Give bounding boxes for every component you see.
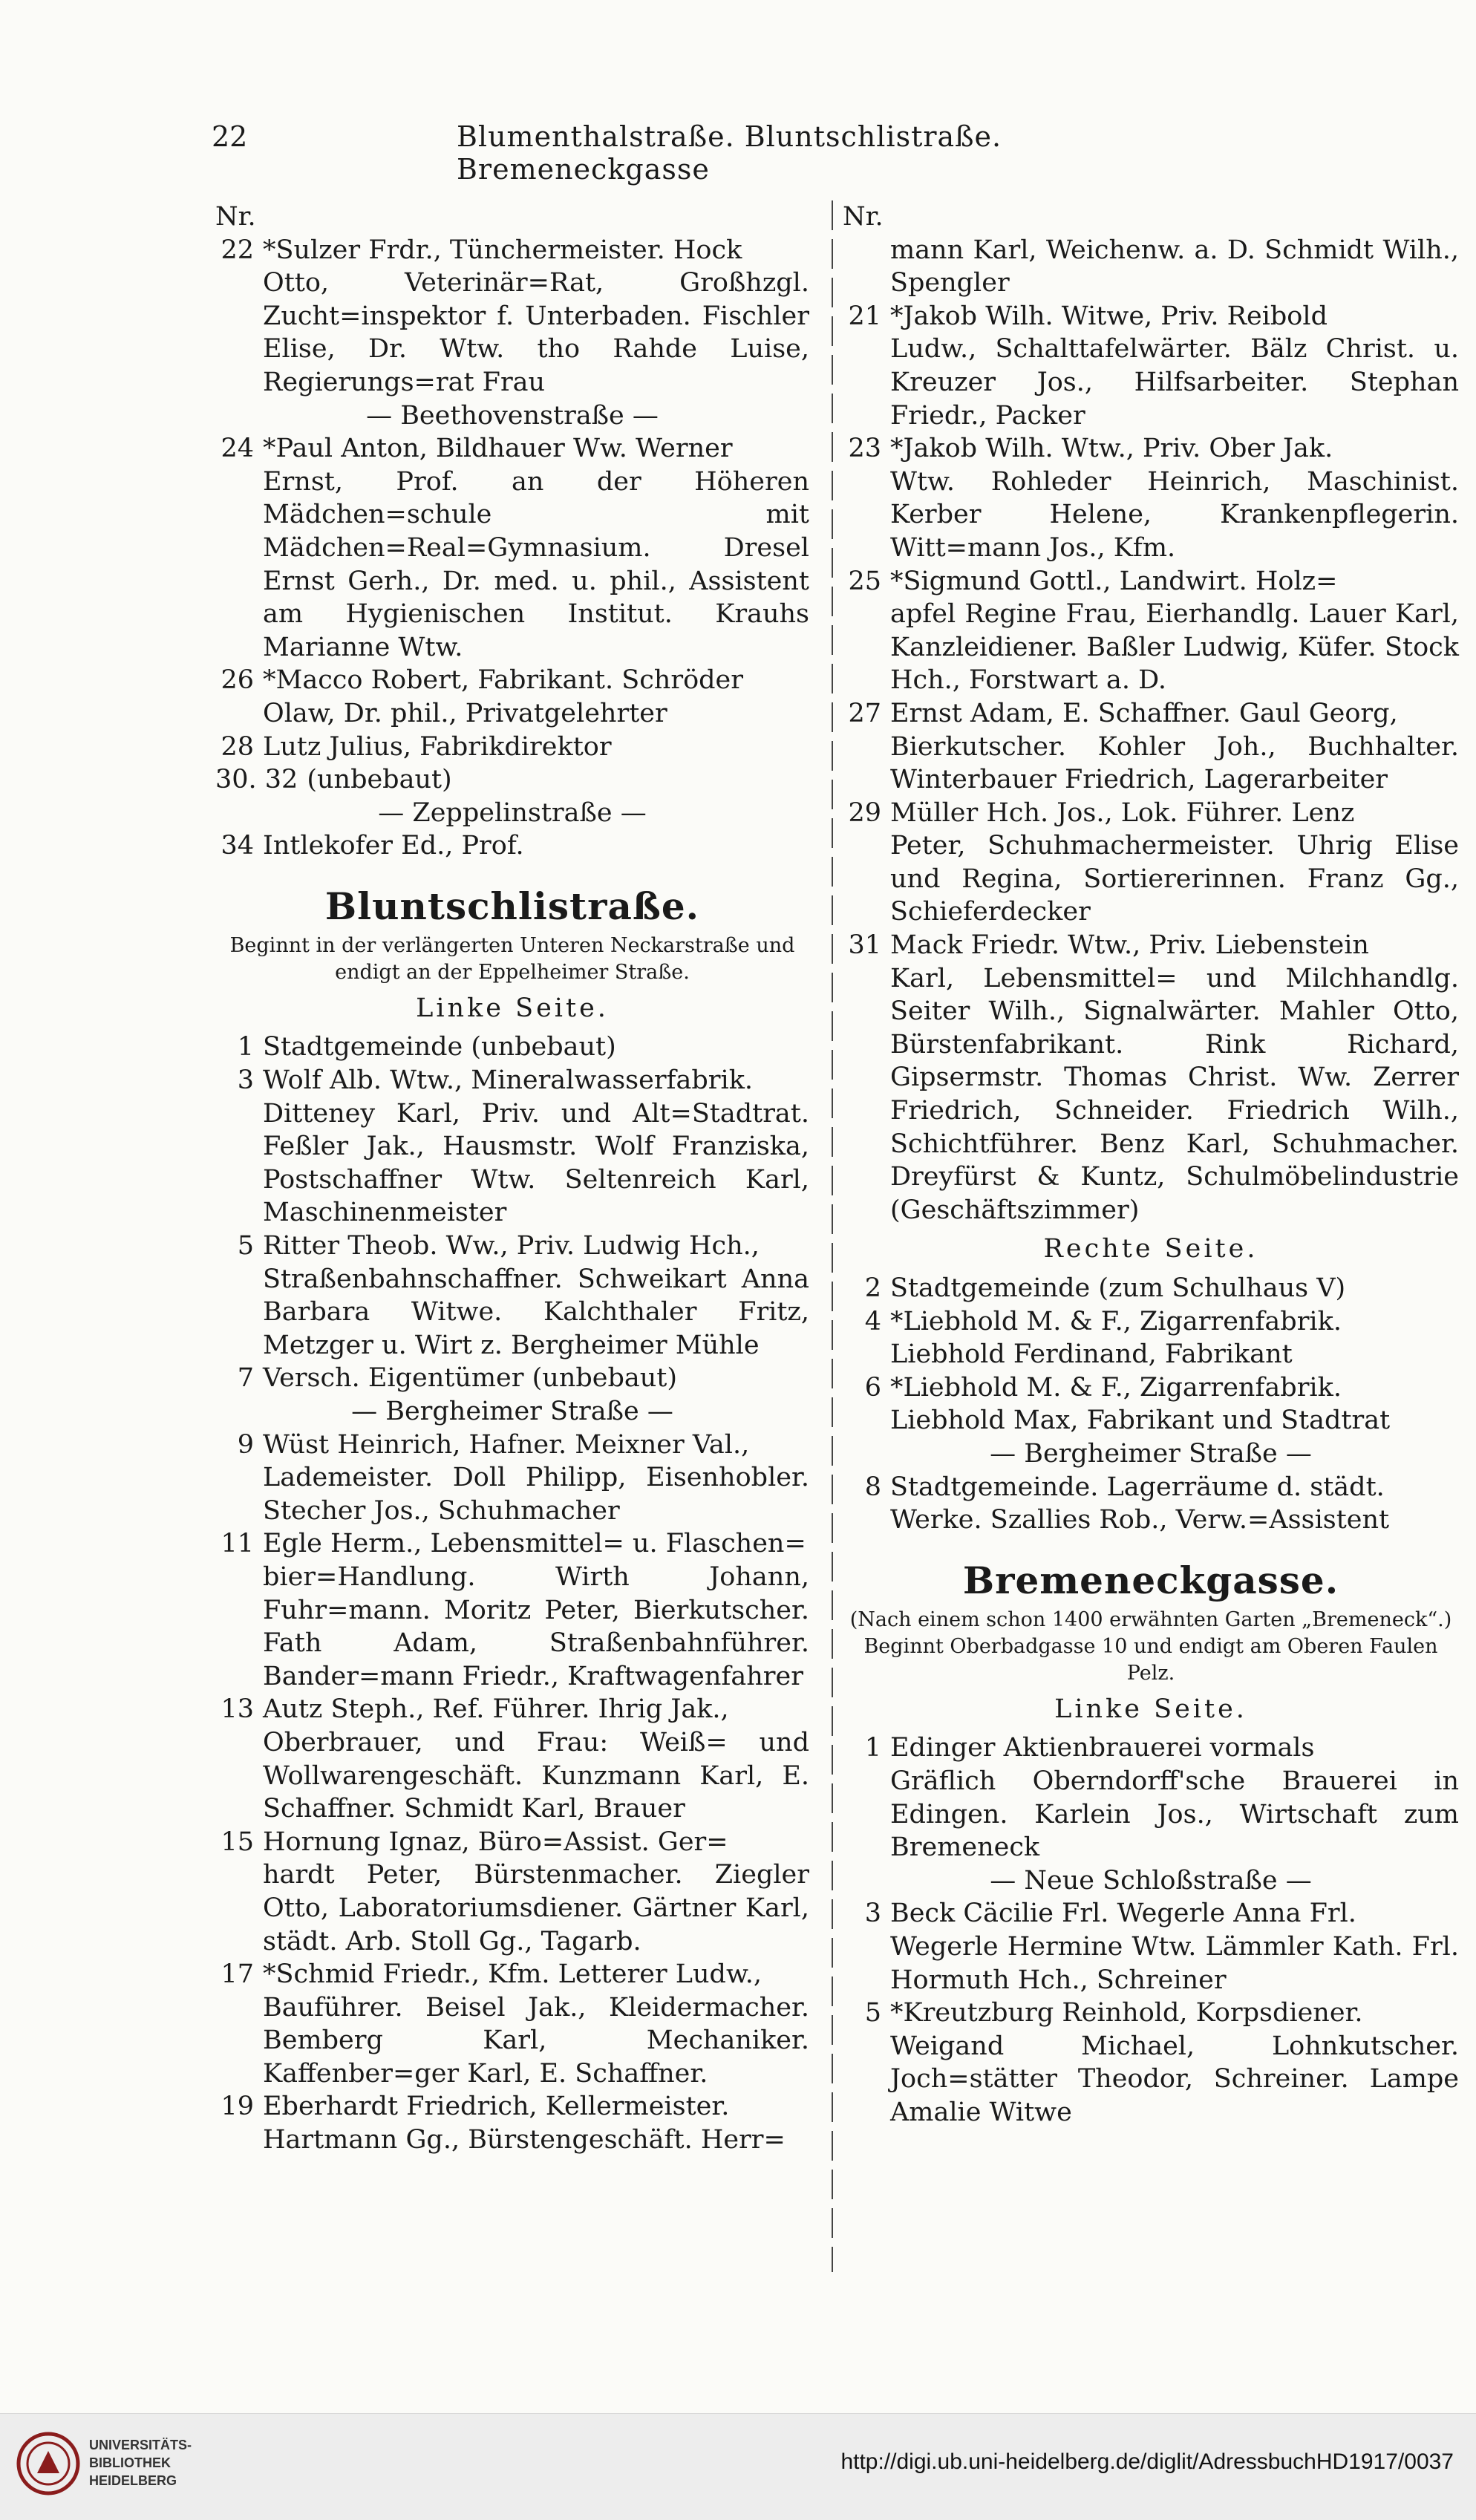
house-number: 19 (221, 2092, 254, 2122)
entry-continuation: Liebhold Max, Fabrikant und Stadtrat (890, 1406, 1391, 1436)
address-entry (215, 234, 809, 267)
address-entry (215, 432, 809, 466)
street-note: (Nach einem schon 1400 erwähnten Garten „Bremeneck“.) (849, 1607, 1452, 1631)
entry-continuation: Straßenbahnschaffner. Schweikart Anna Barbara Witwe. Kalchthaler Fritz, Metzger u. Wirt z. Bergheimer Mühle (263, 1264, 809, 1360)
house-number: 31 (848, 930, 881, 961)
entry-continuation: apfel Regine Frau, Eierhandlg. Lauer Karl, Kanzleidiener. Baßler Ludwig, Küfer. Stock Hch., Forstwart a. D. (890, 599, 1459, 696)
entry-first-line: Autz Steph., Ref. Führer. Ihrig Jak., (263, 1694, 729, 1725)
entry-continuation: Lademeister. Doll Philipp, Eisenhobler. Stecher Jos., Schuhmacher (263, 1463, 809, 1526)
house-number: 11 (221, 1529, 254, 1559)
house-number: 30. 32 (215, 765, 298, 795)
house-number: 3 (864, 1899, 881, 1929)
entry-first-line: *Sulzer Frdr., Tünchermeister. Hock (263, 235, 742, 265)
house-number: 5 (237, 1231, 254, 1261)
address-entry (215, 1064, 809, 1097)
entry-continuation: Liebhold Ferdinand, Fabrikant (890, 1339, 1293, 1370)
column-divider (832, 200, 833, 2272)
house-number: 6 (864, 1372, 881, 1403)
cross-street: — Neue Schloßstraße — (990, 1865, 1312, 1896)
entry-continuation: Karl, Lebensmittel= und Milchhandlg. Seiter Wilh., Signalwärter. Mahler Otto, Bürstenfabrikant. Rink Richard, Gipsermstr. Thomas Christ. Ww. Zerrer Friedrich, Schneider. Friedrich Wilh., Schichtführer. Benz Karl, Schuhmacher. Dreyfürst & Kuntz, Schulmöbelindustrie (Geschäftszimmer) (890, 963, 1459, 1225)
address-entry (843, 697, 1459, 731)
logo-line: HEIDELBERG (89, 2473, 177, 2488)
entry-continuation: mann Karl, Weichenw. a. D. Schmidt Wilh., Spengler (890, 235, 1459, 298)
entry-first-line: Edinger Aktienbrauerei vormals (890, 1733, 1315, 1763)
address-entry (215, 1429, 809, 1462)
address-entry (843, 1272, 1459, 1305)
entry-continuation: Bierkutscher. Kohler Joh., Buchhalter. Winterbauer Friedrich, Lagerarbeiter (890, 731, 1459, 795)
entry-first-line: *Jakob Wilh. Witwe, Priv. Reibold (890, 301, 1328, 331)
entry-continuation: Werke. Szallies Rob., Verw.=Assistent (890, 1505, 1390, 1535)
address-entry (843, 300, 1459, 333)
entry-first-line: Müller Hch. Jos., Lok. Führer. Lenz (890, 797, 1355, 828)
street-description: Beginnt in der verlängerten Unteren Neckarstraße und endigt an der Eppelheimer Straße. (229, 933, 795, 984)
house-number: 7 (237, 1363, 254, 1394)
entry-first-line: Wüst Heinrich, Hafner. Meixner Val., (263, 1429, 750, 1460)
left-column (215, 200, 809, 2157)
address-entry (215, 731, 809, 764)
entry-first-line: Beck Cäcilie Frl. Wegerle Anna Frl. (890, 1899, 1356, 1929)
entry-first-line: Mack Friedr. Wtw., Priv. Liebenstein (890, 930, 1369, 961)
page-number: 22 (212, 120, 248, 153)
house-number: 21 (848, 301, 881, 331)
cross-street: — Bergheimer Straße — (351, 1397, 673, 1426)
entry-continuation: Wtw. Rohleder Heinrich, Maschinist. Kerber Helene, Krankenpflegerin. Witt=mann Jos., Kfm. (890, 466, 1459, 563)
entry-continuation: hardt Peter, Bürstenmacher. Ziegler Otto, Laboratoriumsdiener. Gärtner Karl, städt. Arb. Stoll Gg., Tagarb. (263, 1860, 809, 1956)
entry-first-line: Wolf Alb. Wtw., Mineralwasserfabrik. (263, 1065, 754, 1096)
entry-continuation: Hartmann Gg., Bürstengeschäft. Herr= (263, 2125, 786, 2155)
house-number: 29 (848, 797, 881, 828)
side-heading: Linke Seite. (1054, 1694, 1247, 1724)
street-title: Bluntschlistraße. (324, 884, 700, 928)
entry-first-line: Stadtgemeinde (unbebaut) (263, 1032, 616, 1062)
entry-first-line: *Schmid Friedr., Kfm. Letterer Ludw., (263, 1959, 763, 1990)
house-number: 26 (221, 665, 254, 696)
house-number: 27 (848, 698, 881, 728)
house-number: 28 (221, 731, 254, 762)
house-number: 1 (864, 1733, 881, 1763)
entry-first-line: Stadtgemeinde (zum Schulhaus V) (890, 1273, 1346, 1303)
entry-continuation: Ditteney Karl, Priv. und Alt=Stadtrat. Feßler Jak., Hausmstr. Wolf Franziska, Postschaffner Wtw. Seltenreich Karl, Maschinenmeister (263, 1098, 809, 1228)
house-number: 24 (221, 434, 254, 464)
logo-line: UNIVERSITÄTS- (89, 2438, 192, 2452)
entry-first-line: *Jakob Wilh. Wtw., Priv. Ober Jak. (890, 434, 1333, 464)
entry-first-line: Ernst Adam, E. Schaffner. Gaul Georg, (890, 698, 1398, 728)
entry-continuation: Weigand Michael, Lohnkutscher. Joch=stätter Theodor, Schreiner. Lampe Amalie Witwe (890, 2031, 1459, 2127)
house-number: 25 (848, 566, 881, 596)
address-entry (215, 763, 809, 797)
entry-first-line: Egle Herm., Lebensmittel= u. Flaschen= (263, 1529, 806, 1559)
entry-first-line: Lutz Julius, Fabrikdirektor (263, 731, 612, 762)
library-logo-text (89, 2436, 192, 2490)
house-number: 22 (221, 235, 254, 265)
address-entry (215, 1362, 809, 1395)
address-entry (843, 1731, 1459, 1765)
house-number: 34 (221, 831, 254, 861)
side-heading: Rechte Seite. (1043, 1234, 1258, 1264)
entry-first-line: *Macco Robert, Fabrikant. Schröder (263, 665, 744, 696)
house-number: 17 (221, 1959, 254, 1990)
page-header (212, 111, 1229, 186)
entry-continuation: bier=Handlung. Wirth Johann, Fuhr=mann. Moritz Peter, Bierkutscher. Fath Adam, Straßenbahnführer. Bander=mann Friedr., Kraftwagenfahrer (263, 1561, 809, 1691)
entry-first-line: Eberhardt Friedrich, Kellermeister. (263, 2092, 730, 2122)
logo-line: BIBLIOTHEK (89, 2455, 171, 2470)
entry-continuation: Ernst, Prof. an der Höheren Mädchen=schule mit Mädchen=Real=Gymnasium. Dresel Ernst Gerh., Dr. med. u. phil., Assistent am Hygienischen Institut. Krauhs Marianne Wtw. (263, 466, 809, 662)
house-number: 9 (237, 1429, 254, 1460)
house-number: 23 (848, 434, 881, 464)
address-entry (843, 1371, 1459, 1405)
address-entry (215, 1826, 809, 1859)
entry-first-line: *Liebhold M. & F., Zigarrenfabrik. (890, 1372, 1342, 1403)
running-head: Blumenthalstraße. Bluntschlistraße. Bremeneckgasse (457, 120, 1002, 186)
address-entry (843, 1997, 1459, 2030)
entry-first-line: Ritter Theob. Ww., Priv. Ludwig Hch., (263, 1231, 760, 1261)
address-entry (215, 1031, 809, 1064)
entry-first-line: (unbebaut) (307, 765, 452, 795)
house-number: 1 (237, 1032, 254, 1062)
permalink-url[interactable]: http://digi.ub.uni-heidelberg.de/diglit/AdressbuchHD1917/0037 (840, 2449, 1454, 2474)
house-number: 15 (221, 1827, 254, 1857)
entry-first-line: *Paul Anton, Bildhauer Ww. Werner (263, 434, 733, 464)
entry-continuation: Bauführer. Beisel Jak., Kleidermacher. Bemberg Karl, Mechaniker. Kaffenber=ger Karl, E. Schaffner. (263, 1992, 809, 2089)
cross-street: — Zeppelinstraße — (378, 797, 647, 828)
nr-label: Nr. (215, 202, 256, 232)
address-entry (843, 1471, 1459, 1504)
street-title: Bremeneckgasse. (962, 1558, 1339, 1602)
side-heading: Linke Seite. (416, 993, 609, 1023)
address-entry (843, 1897, 1459, 1930)
entry-first-line: Hornung Ignaz, Büro=Assist. Ger= (263, 1827, 728, 1857)
university-seal-icon (15, 2430, 82, 2497)
address-entry (215, 1527, 809, 1561)
address-entry (843, 929, 1459, 962)
address-entry (215, 1230, 809, 1263)
address-entry (843, 1305, 1459, 1339)
address-entry (215, 664, 809, 697)
house-number: 8 (864, 1472, 881, 1502)
entry-continuation: Otto, Veterinär=Rat, Großhzgl. Zucht=inspektor f. Unterbaden. Fischler Elise, Dr. Wtw. tho Rahde Luise, Regierungs=rat Frau (263, 268, 809, 397)
entry-continuation: Olaw, Dr. phil., Privatgelehrter (263, 698, 667, 728)
entry-continuation: Wegerle Hermine Wtw. Lämmler Kath. Frl. Hormuth Hch., Schreiner (890, 1931, 1459, 1995)
house-number: 5 (864, 1998, 881, 2028)
address-entry (215, 829, 809, 863)
viewer-footer (0, 2413, 1476, 2520)
street-description: Beginnt Oberbadgasse 10 und endigt am Oberen Faulen Pelz. (863, 1634, 1438, 1685)
address-entry (215, 1693, 809, 1726)
address-entry (215, 1958, 809, 1991)
entry-first-line: *Liebhold M. & F., Zigarrenfabrik. (890, 1306, 1342, 1336)
entry-first-line: Versch. Eigentümer (unbebaut) (263, 1363, 678, 1394)
house-number: 4 (864, 1306, 881, 1336)
entry-first-line: *Sigmund Gottl., Landwirt. Holz= (890, 566, 1338, 596)
address-entry (843, 797, 1459, 830)
cross-street: — Beethovenstraße — (366, 400, 659, 431)
entry-first-line: Stadtgemeinde. Lagerräume d. städt. (890, 1472, 1385, 1502)
house-number: 13 (221, 1694, 254, 1725)
house-number: 2 (864, 1273, 881, 1303)
address-entry (843, 432, 1459, 466)
address-entry (843, 565, 1459, 598)
entry-continuation: Oberbrauer, und Frau: Weiß= und Wollwarengeschäft. Kunzmann Karl, E. Schaffner. Schmidt Karl, Brauer (263, 1727, 809, 1824)
entry-first-line: Intlekofer Ed., Prof. (263, 831, 524, 861)
entry-continuation: Gräflich Oberndorff'sche Brauerei in Edingen. Karlein Jos., Wirtschaft zum Bremeneck (890, 1766, 1459, 1863)
address-entry (215, 2090, 809, 2124)
entry-continuation: Ludw., Schalttafelwärter. Bälz Christ. u. Kreuzer Jos., Hilfsarbeiter. Stephan Friedr., Packer (890, 334, 1459, 431)
right-column (843, 200, 1459, 2129)
house-number: 3 (237, 1065, 254, 1096)
entry-first-line: *Kreutzburg Reinhold, Korpsdiener. (890, 1998, 1363, 2028)
entry-continuation: Peter, Schuhmachermeister. Uhrig Elise und Regina, Sortiererinnen. Franz Gg., Schieferdecker (890, 831, 1459, 927)
cross-street: — Bergheimer Straße — (990, 1438, 1312, 1469)
nr-label: Nr. (843, 202, 884, 232)
